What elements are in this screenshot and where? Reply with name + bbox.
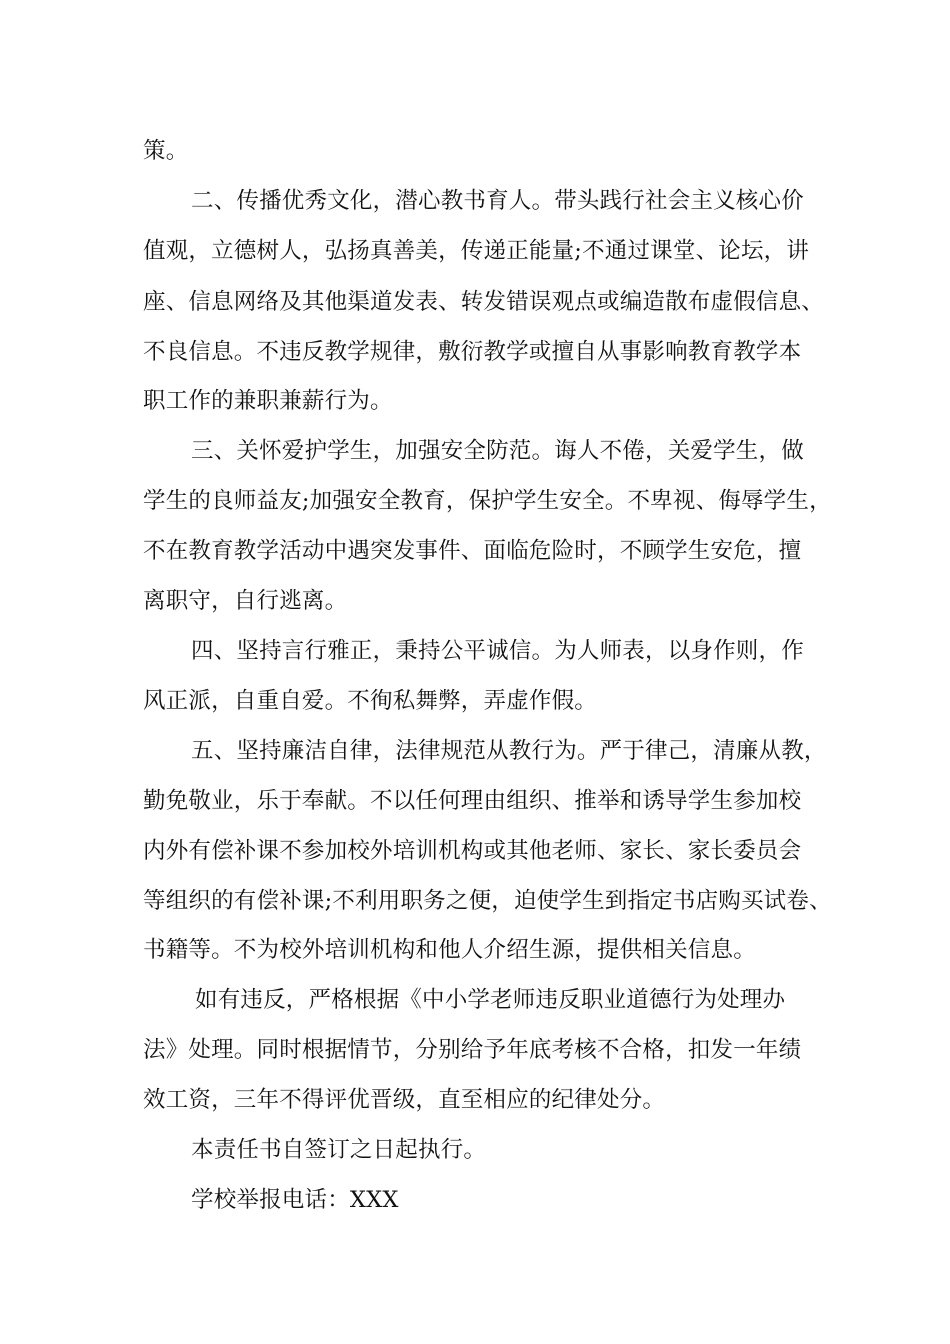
text-line: 职工作的兼职兼薪行为。 bbox=[143, 388, 393, 414]
text-line: 二、传播优秀文化，潜心教书育人。带头践行社会主义核心价 bbox=[191, 188, 804, 214]
text-line: 书籍等。不为校外培训机构和他人介绍生源，提供相关信息。 bbox=[143, 937, 756, 963]
text-line: 如有违反，严格根据《中小学老师违反职业道德行为处理办 bbox=[195, 987, 786, 1013]
text-line: 学校举报电话：XXX bbox=[191, 1187, 399, 1213]
text-line: 学生的良师益友;加强安全教育，保护学生安全。不卑视、侮辱学生， bbox=[143, 488, 832, 514]
text-line: 风正派，自重自爱。不徇私舞弊，弄虚作假。 bbox=[143, 688, 598, 714]
text-line: 不良信息。不违反教学规律，敷衍教学或擅自从事影响教育教学本 bbox=[143, 339, 802, 365]
text-line: 离职守，自行逃离。 bbox=[143, 588, 348, 614]
text-line: 四、坚持言行雅正，秉持公平诚信。为人师表，以身作则，作 bbox=[191, 638, 804, 664]
text-line: 三、关怀爱护学生，加强安全防范。诲人不倦，关爱学生，做 bbox=[191, 438, 804, 464]
text-line: 不在教育教学活动中遇突发事件、面临危险时，不顾学生安危，擅 bbox=[143, 538, 802, 564]
text-line: 效工资，三年不得评优晋级，直至相应的纪律处分。 bbox=[143, 1087, 666, 1113]
text-line: 五、坚持廉洁自律，法律规范从教行为。严于律己，清廉从教， bbox=[191, 738, 827, 764]
text-line: 法》处理。同时根据情节，分别给予年底考核不合格，扣发一年绩 bbox=[143, 1037, 802, 1063]
text-line: 等组织的有偿补课;不利用职务之便，迫使学生到指定书店购买试卷、 bbox=[143, 888, 832, 914]
text-line: 内外有偿补课不参加校外培训机构或其他老师、家长、家长委员会 bbox=[143, 838, 802, 864]
text-line: 座、信息网络及其他渠道发表、转发错误观点或编造散布虚假信息、 bbox=[143, 289, 825, 315]
text-line: 勤免敬业，乐于奉献。不以任何理由组织、推举和诱导学生参加校 bbox=[143, 788, 802, 814]
text-line: 策。 bbox=[143, 138, 189, 164]
text-line: 值观，立德树人，弘扬真善美，传递正能量;不通过课堂、论坛，讲 bbox=[143, 238, 810, 264]
text-line: 本责任书自签订之日起执行。 bbox=[191, 1137, 487, 1163]
